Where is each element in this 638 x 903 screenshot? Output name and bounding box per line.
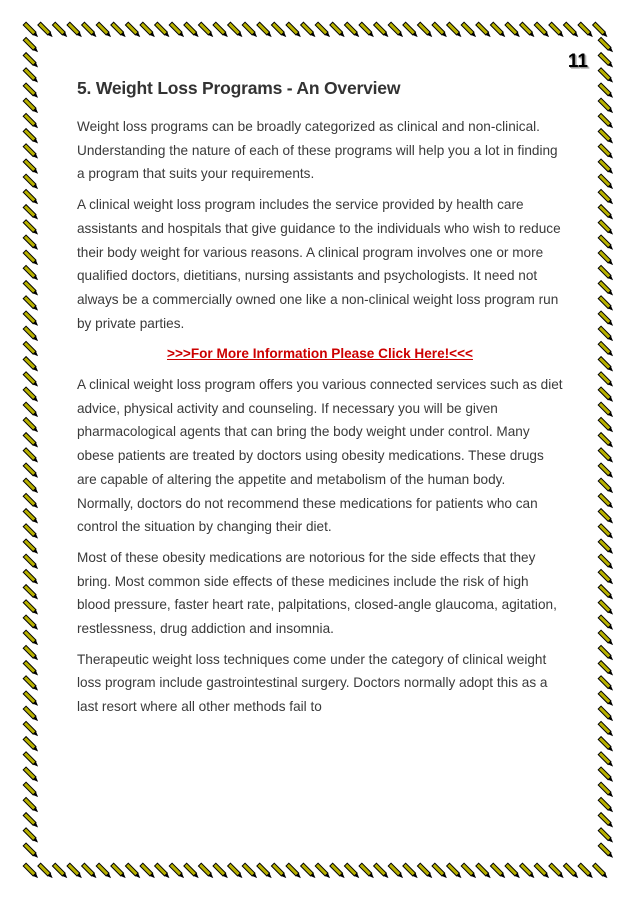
pencil-icon <box>155 863 171 879</box>
pencil-icon <box>598 478 614 494</box>
pencil-icon <box>598 615 614 631</box>
pencil-icon <box>38 863 54 879</box>
pencil-icon <box>23 113 39 129</box>
pencil-icon <box>593 22 609 38</box>
pencil-icon <box>598 600 614 616</box>
pencil-icon <box>598 281 614 297</box>
pencil-icon <box>111 22 127 38</box>
pencil-icon <box>598 296 614 312</box>
pencil-icon <box>23 706 39 722</box>
pencil-icon <box>359 22 375 38</box>
pencil-icon <box>598 509 614 525</box>
pencil-icon <box>598 98 614 114</box>
pencil-icon <box>23 387 39 403</box>
pencil-icon <box>461 22 477 38</box>
pencil-icon <box>598 235 614 251</box>
pencil-icon <box>563 22 579 38</box>
pencil-icon <box>344 863 360 879</box>
pencil-icon <box>598 417 614 433</box>
pencil-icon <box>598 828 614 844</box>
paragraph: A clinical weight loss program includes the service provided by health care assistants and hospitals that give guidance to the individuals who wish to reduce their body weight for various reasons. A clinical program involves one or more qualified doctors, dietitians, nursing assistants and psychologists. It need not always be a commercially owned one like a non-clinical weight loss program run by private parties. <box>77 197 561 331</box>
pencil-icon <box>228 863 244 879</box>
pencil-icon <box>330 22 346 38</box>
pencil-icon <box>23 524 39 540</box>
pencil-icon <box>598 493 614 509</box>
pencil-icon <box>598 250 614 266</box>
pencil-icon <box>228 22 244 38</box>
pencil-icon <box>23 53 39 69</box>
pencil-icon <box>23 205 39 221</box>
pencil-icon <box>52 863 68 879</box>
more-info-link[interactable]: >>>For More Information Please Click Here!<<< <box>167 346 473 362</box>
pencil-icon <box>23 341 39 357</box>
pencil-icon <box>257 22 273 38</box>
more-info-link-line <box>77 342 563 366</box>
pencil-icon <box>23 767 39 783</box>
pencil-icon <box>23 372 39 388</box>
pencil-icon <box>242 22 258 38</box>
pencil-icon <box>598 661 614 677</box>
pencil-icon <box>598 569 614 585</box>
pencil-icon <box>549 863 565 879</box>
pencil-icon <box>271 863 287 879</box>
pencil-icon <box>417 863 433 879</box>
pencil-icon <box>23 569 39 585</box>
pencil-icon <box>598 752 614 768</box>
pencil-icon <box>23 417 39 433</box>
pencil-icon <box>447 863 463 879</box>
pencil-icon <box>213 22 229 38</box>
pencil-icon <box>82 22 98 38</box>
pencil-icon <box>23 129 39 145</box>
pencil-icon <box>520 22 536 38</box>
pencil-icon <box>23 752 39 768</box>
pencil-icon <box>598 159 614 175</box>
pencil-icon <box>286 22 302 38</box>
pencil-icon <box>23 37 39 53</box>
pencil-icon <box>38 22 54 38</box>
pencil-icon <box>598 448 614 464</box>
pencil-icon <box>403 22 419 38</box>
pencil-icon <box>23 691 39 707</box>
pencil-icon <box>23 645 39 661</box>
pencil-icon <box>432 22 448 38</box>
pencil-icon <box>23 737 39 753</box>
pencil-icon <box>598 205 614 221</box>
pencil-icon <box>23 539 39 555</box>
pencil-icon <box>301 863 317 879</box>
pencil-icon <box>23 22 39 38</box>
pencil-icon <box>598 341 614 357</box>
pencil-icon <box>476 22 492 38</box>
pencil-icon <box>476 863 492 879</box>
pencil-icon <box>23 615 39 631</box>
pencil-icon <box>23 68 39 84</box>
pencil-icon <box>598 83 614 99</box>
paragraph: Weight loss programs can be broadly categorized as clinical and non-clinical. Understanding the nature of each of these programs will help you a lot in finding a program that suits your requirements. <box>77 119 558 182</box>
pencil-icon <box>140 863 156 879</box>
pencil-icon <box>23 493 39 509</box>
pencil-icon <box>432 863 448 879</box>
pencil-icon <box>520 863 536 879</box>
pencil-icon <box>23 661 39 677</box>
pencil-icon <box>534 863 550 879</box>
pencil-icon <box>155 22 171 38</box>
pencil-icon <box>286 863 302 879</box>
pencil-icon <box>330 863 346 879</box>
pencil-icon <box>67 863 83 879</box>
pencil-icon <box>23 509 39 525</box>
pencil-icon <box>598 645 614 661</box>
pencil-icon <box>505 22 521 38</box>
pencil-icon <box>598 144 614 160</box>
pencil-icon <box>242 863 258 879</box>
pencil-icon <box>169 22 185 38</box>
pencil-icon <box>505 863 521 879</box>
pencil-icon <box>598 843 614 859</box>
pencil-icon <box>593 863 609 879</box>
pencil-icon <box>598 53 614 69</box>
pencil-icon <box>271 22 287 38</box>
pencil-icon <box>598 189 614 205</box>
pencil-icon <box>598 311 614 327</box>
pencil-icon <box>598 813 614 829</box>
pencil-icon <box>388 22 404 38</box>
pencil-icon <box>213 863 229 879</box>
pencil-icon <box>23 630 39 646</box>
pencil-icon <box>23 721 39 737</box>
pencil-icon <box>23 828 39 844</box>
pencil-icon <box>23 863 39 879</box>
pencil-icon <box>23 189 39 205</box>
pencil-icon <box>598 433 614 449</box>
pencil-icon <box>23 676 39 692</box>
pencil-icon <box>598 463 614 479</box>
pencil-icon <box>388 863 404 879</box>
pencil-icon <box>598 554 614 570</box>
pencil-icon <box>534 22 550 38</box>
document-body <box>77 78 563 726</box>
pencil-icon <box>563 863 579 879</box>
pencil-icon <box>125 863 141 879</box>
pencil-icon <box>23 265 39 281</box>
paragraph: Therapeutic weight loss techniques come under the category of clinical weight loss program include gastrointestinal surgery. Doctors normally adopt this as a last resort where all other methods fail to <box>77 651 548 715</box>
pencil-icon <box>23 220 39 236</box>
pencil-icon <box>23 144 39 160</box>
pencil-icon <box>598 767 614 783</box>
pencil-icon <box>490 22 506 38</box>
pencil-icon <box>315 22 331 38</box>
pencil-icon <box>598 737 614 753</box>
pencil-icon <box>52 22 68 38</box>
pencil-icon <box>598 129 614 145</box>
pencil-icon <box>140 22 156 38</box>
pencil-icon <box>111 863 127 879</box>
pencil-icon <box>490 863 506 879</box>
pencil-icon <box>374 863 390 879</box>
section-heading: 5. Weight Loss Programs - An Overview <box>77 78 401 98</box>
pencil-icon <box>598 326 614 342</box>
pencil-icon <box>67 22 83 38</box>
pencil-icon <box>23 600 39 616</box>
pencil-icon <box>598 797 614 813</box>
pencil-icon <box>578 22 594 38</box>
pencil-icon <box>23 326 39 342</box>
pencil-icon <box>23 478 39 494</box>
pencil-icon <box>549 22 565 38</box>
pencil-icon <box>23 98 39 114</box>
pencil-icon <box>23 311 39 327</box>
pencil-icon <box>23 585 39 601</box>
pencil-icon <box>23 159 39 175</box>
pencil-icon <box>23 250 39 266</box>
pencil-icon <box>125 22 141 38</box>
pencil-icon <box>23 402 39 418</box>
pencil-icon <box>257 863 273 879</box>
pencil-icon <box>23 797 39 813</box>
pencil-icon <box>578 863 594 879</box>
pencil-icon <box>598 782 614 798</box>
pencil-icon <box>403 863 419 879</box>
pencil-icon <box>598 706 614 722</box>
pencil-icon <box>344 22 360 38</box>
pencil-icon <box>23 554 39 570</box>
pencil-icon <box>23 463 39 479</box>
pencil-icon <box>169 863 185 879</box>
pencil-icon <box>315 863 331 879</box>
pencil-icon <box>598 113 614 129</box>
pencil-icon <box>198 22 214 38</box>
pencil-icon <box>417 22 433 38</box>
pencil-icon <box>598 37 614 53</box>
pencil-icon <box>23 235 39 251</box>
pencil-icon <box>96 863 112 879</box>
pencil-icon <box>598 68 614 84</box>
pencil-icon <box>598 676 614 692</box>
pencil-icon <box>598 721 614 737</box>
pencil-icon <box>23 448 39 464</box>
pencil-icon <box>184 22 200 38</box>
pencil-icon <box>598 539 614 555</box>
pencil-icon <box>598 357 614 373</box>
pencil-icon <box>23 843 39 859</box>
pencil-icon <box>96 22 112 38</box>
pencil-icon <box>23 281 39 297</box>
pencil-icon <box>82 863 98 879</box>
paragraph: Most of these obesity medications are notorious for the side effects that they bring. Most common side effects of these medicines include the risk of high blood pressure, faster heart rate, palpitations, closed-angle glaucoma, agitation, restlessness, drug addiction and insomnia. <box>77 549 557 637</box>
pencil-icon <box>598 372 614 388</box>
pencil-icon <box>23 433 39 449</box>
pencil-icon <box>23 357 39 373</box>
pencil-icon <box>374 22 390 38</box>
pencil-icon <box>23 782 39 798</box>
pencil-icon <box>598 220 614 236</box>
pencil-icon <box>23 174 39 190</box>
pencil-icon <box>184 863 200 879</box>
pencil-icon <box>598 630 614 646</box>
page-number: 11 <box>567 51 588 72</box>
pencil-icon <box>598 585 614 601</box>
pencil-icon <box>447 22 463 38</box>
pencil-icon <box>198 863 214 879</box>
paragraph: A clinical weight loss program offers you various connected services such as diet advice, physical activity and counseling. If necessary you will be given pharmacological agents that can bring the body weight under control. Many obese patients are treated by doctors using obesity medications. These drugs are capable of altering the appetite and metabolism of the human body. Normally, doctors do not recommend these medications for patients who can control the situation by changing their diet. <box>77 377 563 535</box>
pencil-icon <box>598 691 614 707</box>
pencil-icon <box>301 22 317 38</box>
pencil-icon <box>598 402 614 418</box>
pencil-icon <box>598 174 614 190</box>
pencil-icon <box>461 863 477 879</box>
pencil-icon <box>23 296 39 312</box>
pencil-icon <box>23 813 39 829</box>
pencil-icon <box>598 387 614 403</box>
pencil-icon <box>598 265 614 281</box>
pencil-icon <box>23 83 39 99</box>
pencil-icon <box>598 524 614 540</box>
pencil-icon <box>359 863 375 879</box>
